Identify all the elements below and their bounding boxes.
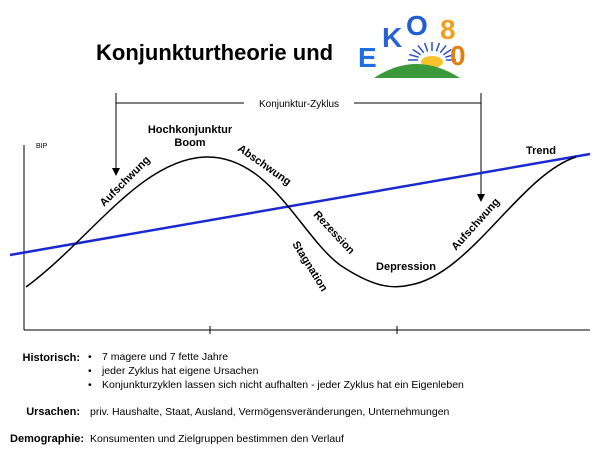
trend-label: Trend xyxy=(526,145,556,157)
logo-letter-o: O xyxy=(406,10,428,41)
cycle-label: Konjunktur-Zyklus xyxy=(258,99,340,110)
peak-label-line2: Boom xyxy=(174,137,206,149)
historisch-list xyxy=(88,350,464,392)
historisch-label: Historisch: xyxy=(22,352,80,364)
historisch-item: • Konjunkturzyklen lassen sich nicht aufhalten - jeder Zyklus hat ein Eigenleben xyxy=(88,378,464,392)
ursachen-text: priv. Haushalte, Staat, Ausland, Vermögensveränderungen, Unternehmungen xyxy=(90,406,450,418)
trough-label: Depression xyxy=(376,261,436,273)
phase-aufschwung-right: Aufschwung xyxy=(449,195,503,254)
logo-letter-e: E xyxy=(358,42,377,73)
business-cycle-curve xyxy=(26,157,576,287)
logo-letter-0: 0 xyxy=(450,40,466,71)
logo-letter-8: 8 xyxy=(440,14,456,45)
peak-label-line1: Hochkonjunktur xyxy=(147,124,233,136)
ursachen-label: Ursachen: xyxy=(26,406,80,418)
logo-letter-k: K xyxy=(382,22,403,53)
y-axis-label: BIP xyxy=(36,143,48,150)
phase-stagnation: Stagnation xyxy=(289,239,330,294)
phase-aufschwung-left: Aufschwung xyxy=(97,153,153,210)
phase-abschwung: Abschwung xyxy=(235,142,294,189)
historisch-item: • jeder Zyklus hat eigene Ursachen xyxy=(88,364,464,378)
demographie-label: Demographie: xyxy=(10,433,84,445)
phase-rezession: Rezession xyxy=(310,208,357,257)
historisch-item: • 7 magere und 7 fette Jahre xyxy=(88,350,464,364)
demographie-text: Konsumenten und Zielgruppen bestimmen den Verlauf xyxy=(90,433,344,445)
page-title: Konjunkturtheorie und xyxy=(96,40,334,65)
